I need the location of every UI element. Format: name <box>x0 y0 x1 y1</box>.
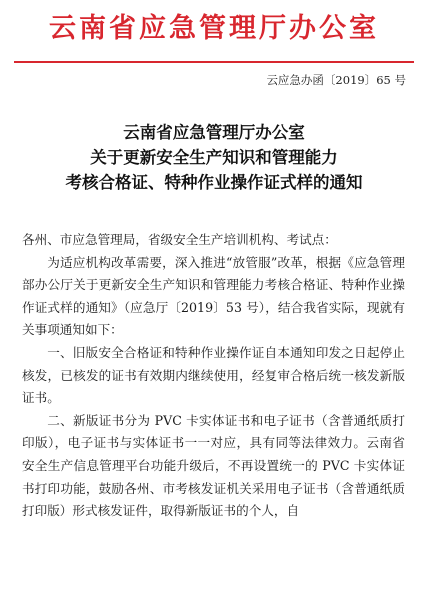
title-line-2: 关于更新安全生产知识和管理能力 <box>90 148 338 167</box>
document-body <box>22 229 405 523</box>
document-title <box>0 120 428 195</box>
body-paragraph-2: 一、旧版安全合格证和特种作业操作证自本通知印发之日起停止核发，已核发的证书有效期内继续使用，经复审合格后统一核发新版证书。 <box>22 344 405 406</box>
header-red-rule <box>14 61 414 63</box>
body-paragraph-1: 为适应机构改革需要，深入推进“放管服”改革，根据《应急管理部办公厅关于更新安全生产知识和管理能力考核合格证、特种作业操作证式样的通知》（应急厅〔2019〕53 号），结合我省实际，现就有关事项通知如下： <box>22 254 405 338</box>
salutation: 各州、市应急管理局，省级安全生产培训机构、考试点： <box>22 232 337 247</box>
org-header-title: 云南省应急管理厅办公室 <box>49 13 379 44</box>
title-line-3: 考核合格证、特种作业操作证式样的通知 <box>65 173 363 192</box>
document-number: 云应急办函〔2019〕65 号 <box>266 73 406 87</box>
title-line-1: 云南省应急管理厅办公室 <box>123 123 305 142</box>
body-paragraph-3: 二、新版证书分为 PVC 卡实体证书和电子证书（含普通纸质打印版），电子证书与实体证书一一对应，具有同等法律效力。云南省安全生产信息管理平台功能升级后，不再设置统一的 PVC 卡实体证书打印功能，鼓励各州、市考核发证机关采用电子证书（含普通纸质打印版）形式核发证件，取得新版证书的个人，自 <box>22 412 405 519</box>
